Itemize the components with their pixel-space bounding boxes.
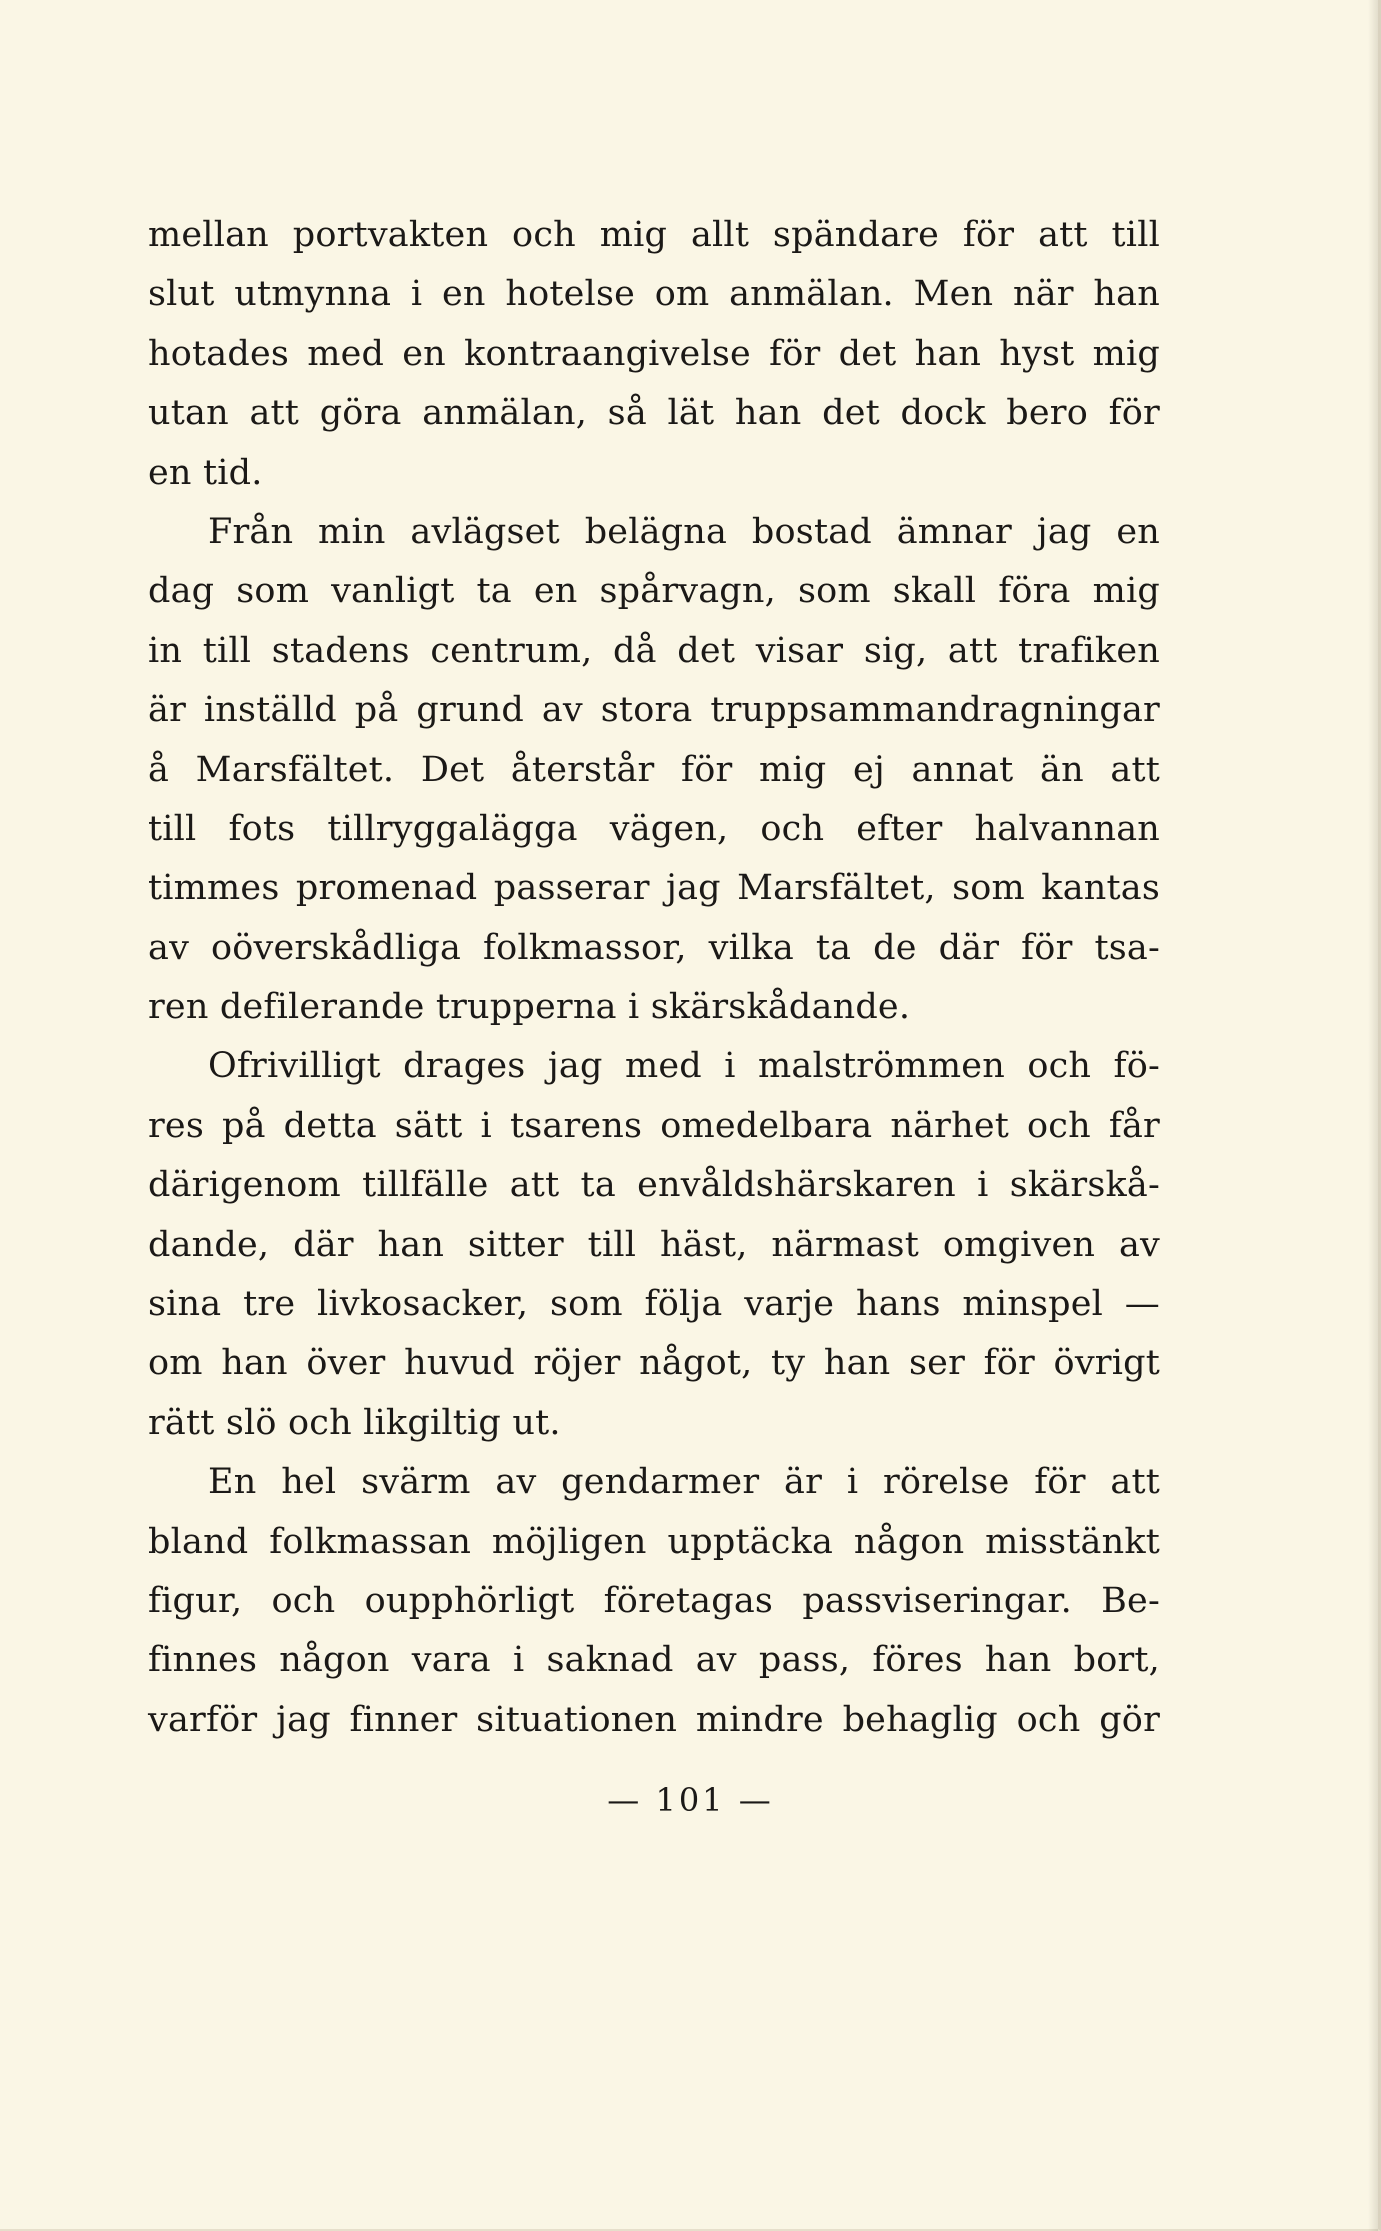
text-line: en tid. — [148, 452, 263, 493]
text-line: figur, och oupphörligt företagas passviseringar. Be- — [148, 1580, 1160, 1621]
text-line: slut utmynna i en hotelse om anmälan. Men när han — [148, 274, 1160, 315]
text-line: in till stadens centrum, då det visar sig, att trafiken — [148, 630, 1160, 671]
text-line: av oöverskådliga folkmassor, vilka ta de där för tsa- — [148, 927, 1160, 968]
text-line: hotades med en kontraangivelse för det han hyst mig — [148, 333, 1160, 374]
text-line: timmes promenad passerar jag Marsfältet, som kantas — [148, 868, 1160, 909]
text-line: res på detta sätt i tsarens omedelbara närhet och får — [148, 1105, 1160, 1146]
text-line: ren defilerande trupperna i skärskådande. — [148, 987, 911, 1028]
text-line: Från min avlägset belägna bostad ämnar jag en — [208, 511, 1160, 552]
text-line: En hel svärm av gendarmer är i rörelse för att — [208, 1462, 1160, 1503]
text-line: därigenom tillfälle att ta envåldshärskaren i skärskå- — [148, 1165, 1160, 1206]
text-line: om han över huvud röjer något, ty han ser för övrigt — [148, 1343, 1160, 1384]
page-number: — 101 — — [607, 1781, 774, 1819]
page-edge-shadow — [1368, 0, 1378, 2231]
text-line: Ofrivilligt drages jag med i malströmmen och fö- — [208, 1046, 1160, 1087]
text-line: bland folkmassan möjligen upptäcka någon misstänkt — [148, 1521, 1160, 1562]
text-line: finnes någon vara i saknad av pass, föres han bort, — [148, 1640, 1160, 1681]
text-line: utan att göra anmälan, så lät han det dock bero för — [148, 393, 1160, 434]
text-line: rätt slö och likgiltig ut. — [148, 1402, 561, 1443]
text-line: dande, där han sitter till häst, närmast omgiven av — [148, 1224, 1160, 1265]
body-text — [148, 206, 1160, 1750]
text-line: till fots tillryggalägga vägen, och efter halvannan — [148, 808, 1160, 849]
text-line: sina tre livkosacker, som följa varje hans minspel — — [148, 1284, 1160, 1325]
text-line: dag som vanligt ta en spårvagn, som skall föra mig — [148, 571, 1160, 612]
text-line: varför jag finner situationen mindre behaglig och gör — [148, 1699, 1160, 1740]
text-line: är inställd på grund av stora truppsammandragningar — [148, 690, 1160, 731]
text-line: å Marsfältet. Det återstår för mig ej annat än att — [148, 749, 1160, 790]
text-line: mellan portvakten och mig allt spändare för att till — [148, 215, 1160, 255]
